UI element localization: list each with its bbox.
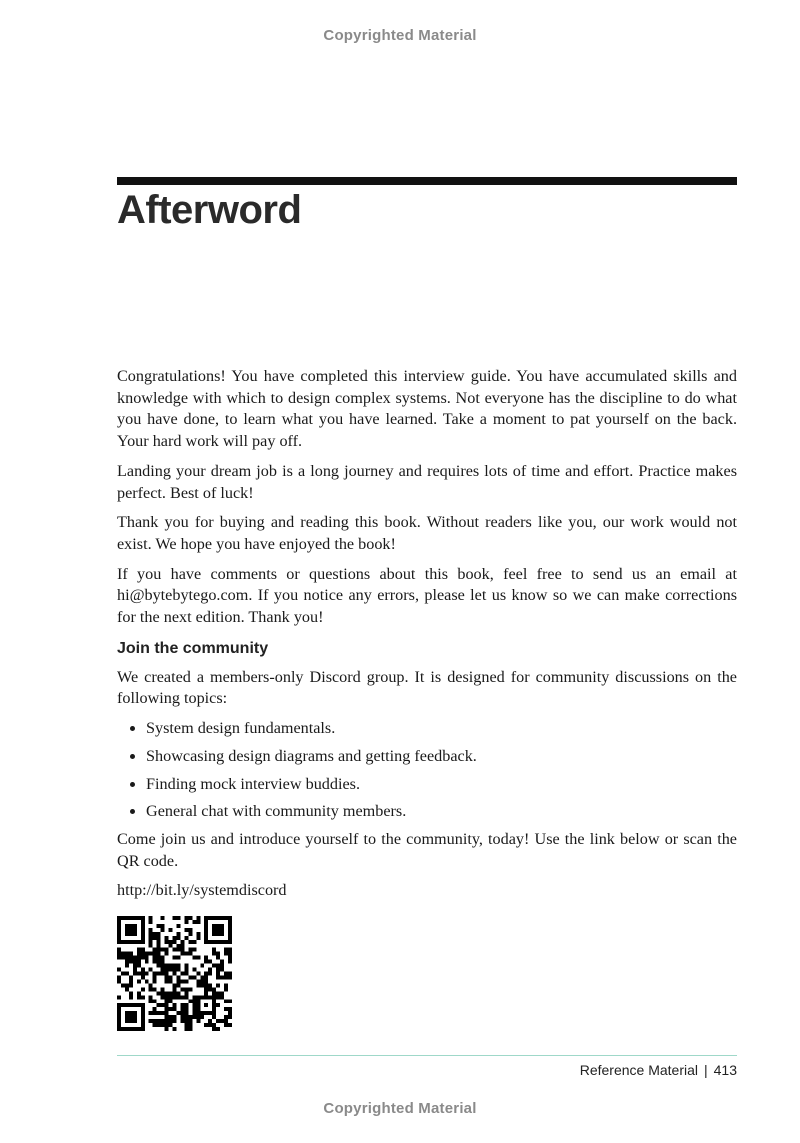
qr-code-icon[interactable] [117,916,232,1031]
topic-list [117,718,737,823]
page-footer [580,1062,737,1078]
page-body [117,366,737,908]
footer-divider [117,1055,737,1056]
list-item: • System design fundamentals. [146,718,737,740]
list-item: • General chat with community members. [146,801,737,823]
community-intro: We created a members-only Discord group. It is designed for community discussions on the following topics: [117,667,737,708]
list-item: • Showcasing design diagrams and getting feedback. [146,746,737,768]
footer-separator: | [704,1062,708,1078]
section-heading: Join the community [117,639,269,657]
discord-link[interactable]: http://bit.ly/systemdiscord [117,881,287,900]
paragraph: Thank you for buying and reading this book. Without readers like you, our work would not exist. We hope you have enjoyed the book! [117,513,737,553]
footer-section: Reference Material [579,1062,698,1078]
chapter-rule [117,177,737,185]
paragraph: Landing your dream job is a long journey and requires lots of time and effort. Practice makes perfect. Best of luck! [117,461,737,502]
paragraph: If you have comments or questions about this book, feel free to send us an email at hi@bytebytego.com. If you notice any errors, please let us know so we can make corrections for the next edition. Thank you! [117,564,737,627]
copyright-watermark-top: Copyrighted Material [323,27,477,44]
copyright-watermark-bottom: Copyrighted Material [323,1100,477,1117]
chapter-title: Afterword [117,188,302,232]
page-number: 413 [713,1062,737,1078]
community-cta: Come join us and introduce yourself to the community, today! Use the link below or scan the QR code. [117,829,737,870]
list-item: • Finding mock interview buddies. [146,774,737,796]
paragraph: Congratulations! You have completed this interview guide. You have accumulated skills and knowledge with which to design complex systems. Not everyone has the discipline to do what you have done, to learn what you have learned. Take a moment to pat yourself on the back. Your hard work will pay off. [117,367,737,451]
